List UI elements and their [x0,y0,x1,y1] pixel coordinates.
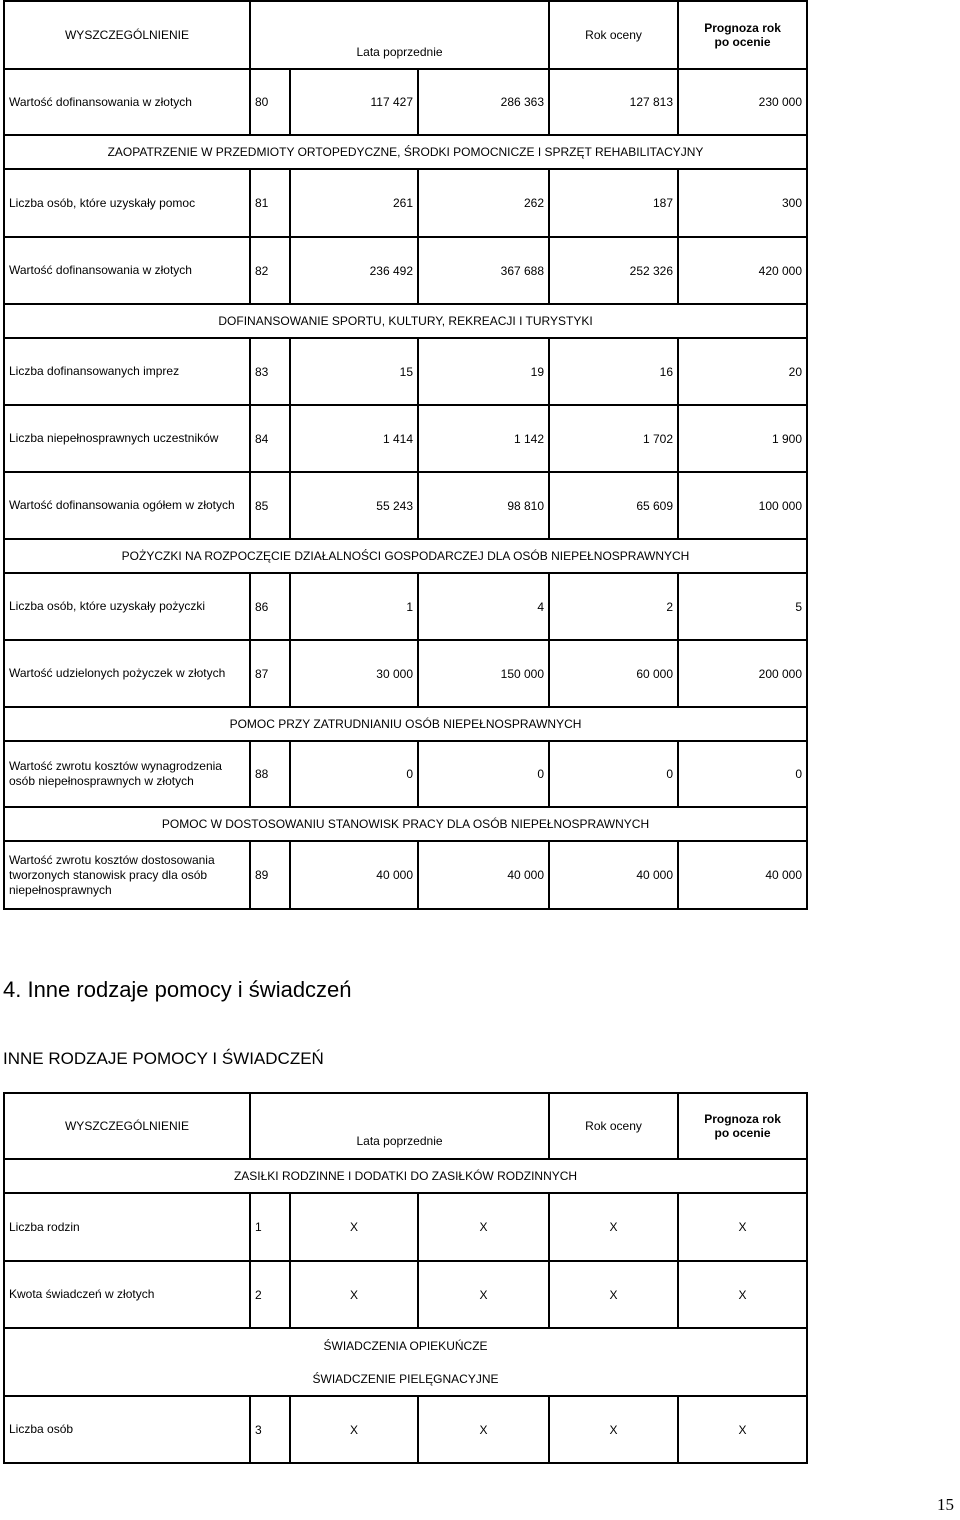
section-business-loans: POŻYCZKI NA ROZPOCZĘCIE DZIAŁALNOŚCI GOSPODARCZEJ DLA OSÓB NIEPEŁNOSPRAWNYCH [4,539,807,573]
row-label: Liczba niepełnosprawnych uczestników [4,405,250,472]
table-row [4,169,807,237]
value-2012: 98 810 [418,472,549,539]
page-number: 15 [937,1495,954,1514]
table-row [4,237,807,304]
header-past-years-label: Lata poprzednie [356,1134,443,1148]
row-number: 2 [250,1261,290,1328]
value-2012: 40 000 [418,841,549,909]
section-row [4,135,807,169]
table-row [4,741,807,807]
value-forecast: X [678,1396,807,1463]
row-number: 84 [250,405,290,472]
section-workplace-adaptation: POMOC W DOSTOSOWANIU STANOWISK PRACY DLA OSÓB NIEPEŁNOSPRAWNYCH [4,807,807,841]
table-other-benefits [3,1092,808,1464]
value-2011: 1 [290,573,418,640]
value-forecast: 0 [678,741,807,807]
value-2011: 40 000 [290,841,418,909]
value-forecast: 5 [678,573,807,640]
section-row [4,304,807,338]
value-2012: 262 [418,169,549,237]
value-2012: 4 [418,573,549,640]
table-support-values [3,0,808,910]
section-row [4,1328,807,1362]
row-label: Liczba rodzin [4,1193,250,1261]
header-eval-year: Rok oceny [549,1,678,69]
value-eval: 16 [549,338,678,405]
row-number: 83 [250,338,290,405]
section-row [4,1362,807,1396]
value-forecast: 200 000 [678,640,807,707]
row-number: 82 [250,237,290,304]
value-2012: 150 000 [418,640,549,707]
section-care-benefits: ŚWIADCZENIA OPIEKUŃCZE [4,1328,807,1362]
value-eval: X [549,1396,678,1463]
section-family-allowances: ZASIŁKI RODZINNE I DODATKI DO ZASIŁKÓW RODZINNYCH [4,1159,807,1193]
row-number: 87 [250,640,290,707]
value-eval: 60 000 [549,640,678,707]
value-eval: 252 326 [549,237,678,304]
section-row [4,1159,807,1193]
value-2011: 0 [290,741,418,807]
row-label: Kwota świadczeń w złotych [4,1261,250,1328]
header-past-years [250,1,549,69]
value-eval: 127 813 [549,69,678,135]
row-label: Liczba osób [4,1396,250,1463]
row-label: Wartość dofinansowania w złotych [4,69,250,135]
table-row [4,573,807,640]
value-2011: X [290,1261,418,1328]
row-number: 81 [250,169,290,237]
value-2011: 30 000 [290,640,418,707]
row-label: Liczba osób, które uzyskały pożyczki [4,573,250,640]
section-title: 4. Inne rodzaje pomocy i świadczeń [3,977,352,1002]
value-eval: 1 702 [549,405,678,472]
row-number: 80 [250,69,290,135]
row-label: Liczba dofinansowanych imprez [4,338,250,405]
value-2012: X [418,1261,549,1328]
table-row [4,1396,807,1463]
value-eval: X [549,1261,678,1328]
header-past-years [250,1093,549,1159]
row-number: 3 [250,1396,290,1463]
table-row [4,1261,807,1328]
table-subtitle: INNE RODZAJE POMOCY I ŚWIADCZEŃ [3,1049,324,1068]
value-eval: 2 [549,573,678,640]
value-eval: 65 609 [549,472,678,539]
value-2011: 1 414 [290,405,418,472]
header-description: WYSZCZEGÓLNIENIE [4,1093,250,1159]
table-row [4,69,807,135]
row-number: 1 [250,1193,290,1261]
row-number: 88 [250,741,290,807]
row-label: Wartość dofinansowania w złotych [4,237,250,304]
table-row [4,1193,807,1261]
row-number: 86 [250,573,290,640]
value-2012: 19 [418,338,549,405]
section-employment-help: POMOC PRZY ZATRUDNIANIU OSÓB NIEPEŁNOSPRAWNYCH [4,707,807,741]
value-2011: X [290,1396,418,1463]
value-forecast: 300 [678,169,807,237]
table-header-row [4,1,807,69]
value-forecast: 1 900 [678,405,807,472]
row-number: 85 [250,472,290,539]
section-row [4,539,807,573]
value-2011: 236 492 [290,237,418,304]
row-number: 89 [250,841,290,909]
value-forecast: 230 000 [678,69,807,135]
value-2011: 55 243 [290,472,418,539]
value-forecast: 20 [678,338,807,405]
value-forecast: X [678,1193,807,1261]
row-label: Wartość zwrotu kosztów dostosowania tworzonych stanowisk pracy dla osób niepełnosprawnych [4,841,250,909]
value-forecast: 40 000 [678,841,807,909]
value-forecast: 420 000 [678,237,807,304]
table-header-row [4,1093,807,1159]
header-eval-year: Rok oceny [549,1093,678,1159]
section-nursing-benefit: ŚWIADCZENIE PIELĘGNACYJNE [4,1362,807,1396]
header-past-years-label: Lata poprzednie [356,45,443,59]
value-forecast: 100 000 [678,472,807,539]
value-eval: X [549,1193,678,1261]
row-label: Wartość zwrotu kosztów wynagrodzenia osób niepełnosprawnych w złotych [4,741,250,807]
section-row [4,707,807,741]
value-eval: 0 [549,741,678,807]
section-orthopedic: ZAOPATRZENIE W PRZEDMIOTY ORTOPEDYCZNE, ŚRODKI POMOCNICZE I SPRZĘT REHABILITACYJNY [4,135,807,169]
value-2012: X [418,1193,549,1261]
value-eval: 187 [549,169,678,237]
value-eval: 40 000 [549,841,678,909]
value-2011: 117 427 [290,69,418,135]
table-row [4,841,807,909]
value-2012: 286 363 [418,69,549,135]
table-row [4,338,807,405]
value-2011: X [290,1193,418,1261]
value-2012: 0 [418,741,549,807]
value-2012: X [418,1396,549,1463]
section-sport-culture: DOFINANSOWANIE SPORTU, KULTURY, REKREACJI I TURYSTYKI [4,304,807,338]
row-label: Wartość dofinansowania ogółem w złotych [4,472,250,539]
table-row [4,640,807,707]
table-row [4,405,807,472]
value-2012: 1 142 [418,405,549,472]
value-2011: 15 [290,338,418,405]
header-forecast: Prognoza rok po ocenie [678,1,807,69]
value-2011: 261 [290,169,418,237]
header-forecast: Prognoza rok po ocenie [678,1093,807,1159]
row-label: Liczba osób, które uzyskały pomoc [4,169,250,237]
value-2012: 367 688 [418,237,549,304]
section-row [4,807,807,841]
table-row [4,472,807,539]
header-description: WYSZCZEGÓLNIENIE [4,1,250,69]
value-forecast: X [678,1261,807,1328]
row-label: Wartość udzielonych pożyczek w złotych [4,640,250,707]
